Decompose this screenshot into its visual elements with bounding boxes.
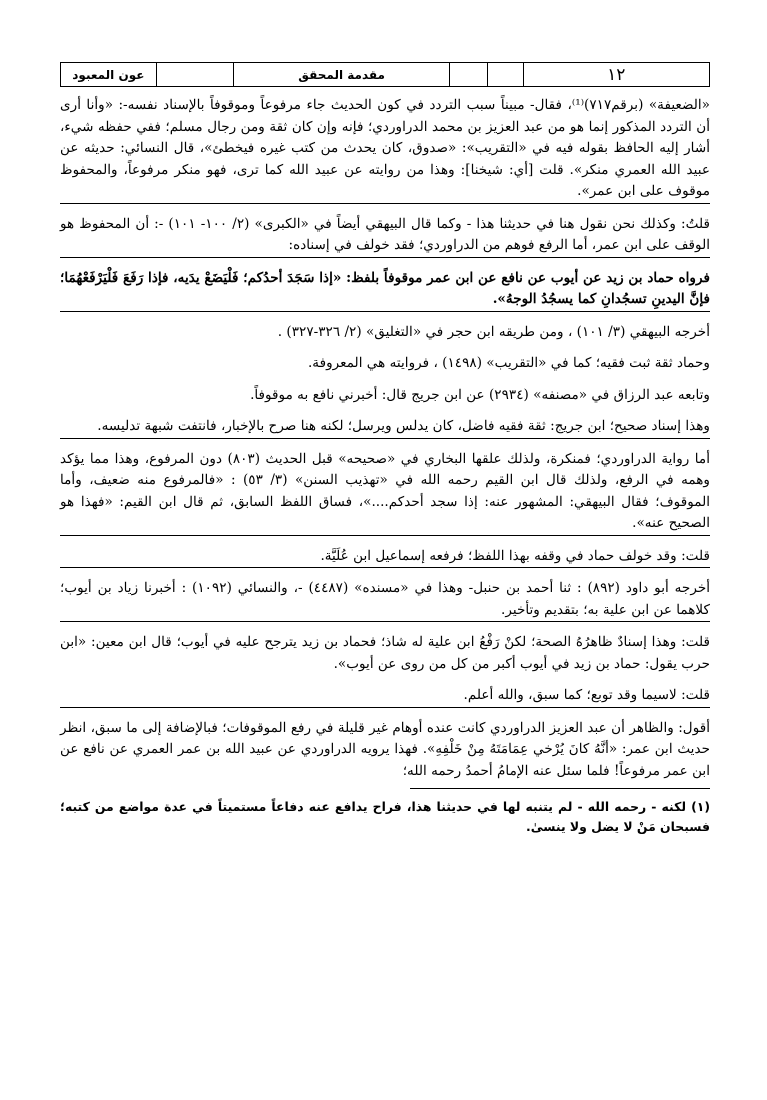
divider [60, 257, 710, 258]
paragraph-7: وهذا إسناد صحيح؛ ابن جريج: ثقة فقيه فاضل، كان يدلس ويرسل؛ لكنه هنا صرح بالإخبار، فانتفت شبهة تدليسه. [97, 418, 710, 434]
paragraph-4: أخرجه البيهقي (٣/ ١٠١) ، ومن طريقه ابن حجر في «التغليق» (٢/ ٣٢٦-٣٢٧) . [277, 323, 710, 340]
header-empty-cell [157, 63, 235, 86]
section-title: مقدمة المحقق [234, 63, 449, 86]
paragraph-9: قلت: وقد خولف حماد في وقفه بهذا اللفظ؛ فرفعه إسماعيل ابن عُلَيَّة. [320, 547, 710, 564]
divider [60, 311, 710, 312]
paragraph-5: وحماد ثقة ثبت فقيه؛ كما في «التقريب» (١٤٩٨) ، فروايته هي المعروفة. [307, 355, 710, 371]
paragraph-1: «الضعيفة» (برقم٧١٧)⁽¹⁾، فقال- مبيناً سبب التردد في كون الحديث جاء مرفوعاً وموقوفاً بالإسناد نفسه-: «وأنا أرى أن التردد المذكور إنما هو من عبد العزيز بن محمد الدراوردي؛ فإنه وإن كان ثقة ومن رجال مسلم؛ ففي حفظه شيء، أشار إليه الحافظ بقوله فيه في «التقريب»: «صدوق، كان يحدث من كتب غيره فيخطئ»، قال النسائي: حديثه عن عبيد الله العمري منكر». قلت [أي: شيخنا]: وهذا من روايته عن عبيد الله كما ترى، فهو منكر مرفوعاً، والمحفوظ موقوف على ابن عمر». [60, 97, 711, 199]
divider [60, 438, 710, 439]
book-title: عون المعبود [61, 63, 157, 86]
divider [60, 567, 710, 568]
divider [60, 535, 710, 536]
main-text [60, 95, 710, 782]
divider [60, 203, 710, 204]
paragraph-2: قلتُ: وكذلك نحن نقول هنا في حديثنا هذا - وكما قال البيهقي أيضاً في «الكبرى» (٢/ ١٠٠- ١٠١) -: أن المحفوظ هو الوقف على ابن عمر، أما الرفع فوهم من الدراوردي؛ فقد خولف في إسناده: [60, 215, 710, 253]
page-number: ١٢ [607, 64, 626, 85]
divider [60, 707, 710, 708]
paragraph-12: قلت: لاسيما وقد توبع؛ كما سبق، والله أعلم. [463, 687, 710, 703]
divider [60, 621, 710, 622]
paragraph-8: أما رواية الدراوردي؛ فمنكرة، ولذلك علقها البخاري في «صحيحه» قبل الحديث (٨٠٣) دون المرفوع، وهذا مما يؤكد وهمه في الرفع، ولذلك قال ابن القيم رحمه الله في «تهذيب السنن» (٣/ ٥٣) : «فالمرفوع منه ضعيف، وأما الموقوف؛ فقال البيهقي: المشهور عنه: إذا سجد أحدكم....»، فساق اللفظ السابق، ثم قال ابن القيم: «فهذا هو الصحيح عنه». [60, 450, 710, 531]
paragraph-10: أخرجه أبو داود (٨٩٢) : ثنا أحمد بن حنبل- وهذا في «مسنده» (٤٤٨٧) -، والنسائي (١٠٩٢) : أخبرنا زياد بن أيوب؛ كلاهما عن ابن علية به؛ بتقديم وتأخير. [60, 580, 711, 618]
footnote-separator [410, 788, 710, 789]
header-empty-cell [450, 63, 488, 86]
paragraph-3: فرواه حماد بن زيد عن أيوب عن نافع عن ابن عمر موقوفاً بلفظ: «إذا سَجَدَ أحدُكم؛ فَلْيَضَعْ يدَيه، فإذا رَفَعَ فَلْيَرْفَعْهُمَا؛ فإنَّ اليدينِ تسجُدانِ كما يسجُدُ الوجهُ». [60, 269, 710, 307]
running-header [60, 62, 710, 87]
header-empty-cell [488, 63, 524, 86]
paragraph-11: قلت: وهذا إسنادٌ ظاهرُهُ الصحة؛ لكنْ رَفْعُ ابن علية له شاذ؛ فحماد بن زيد يترجح عليه في أيوب؛ قال ابن معين: «ابن حرب يقول: حماد بن زيد في أيوب أكبر من كل من روى عن أيوب». [60, 634, 710, 672]
footnote: (١) لكنه - رحمه الله - لم يتنبه لها في حديثنا هذا، فراح يدافع عنه دفاعاً مستميتاً في عدة مواضع من كتبه؛ فسبحان مَنْ لا يضل ولا ينسىٰ. [60, 799, 710, 834]
paragraph-6: وتابعه عبد الرزاق في «مصنفه» (٢٩٣٤) عن ابن جريج قال: أخبرني نافع به موقوفاً. [250, 386, 710, 403]
page [60, 62, 710, 837]
paragraph-13: أقول: والظاهر أن عبد العزيز الدراوردي كانت عنده أوهام غير قليلة في رفع الموقوفات؛ فبالإضافة إلى ما سبق، انظر حديث ابن عمر: «أنَّهُ كانَ يُرْخي عِمَامَتَهُ مِنْ خَلْفِهِ». فهذا يرويه الدراوردي عن عبيد الله بن عمر العمري عن نافع عن ابن عمر مرفوعاً! فلما سئل عنه الإمامُ أحمدُ رحمه الله؛ [60, 719, 710, 779]
